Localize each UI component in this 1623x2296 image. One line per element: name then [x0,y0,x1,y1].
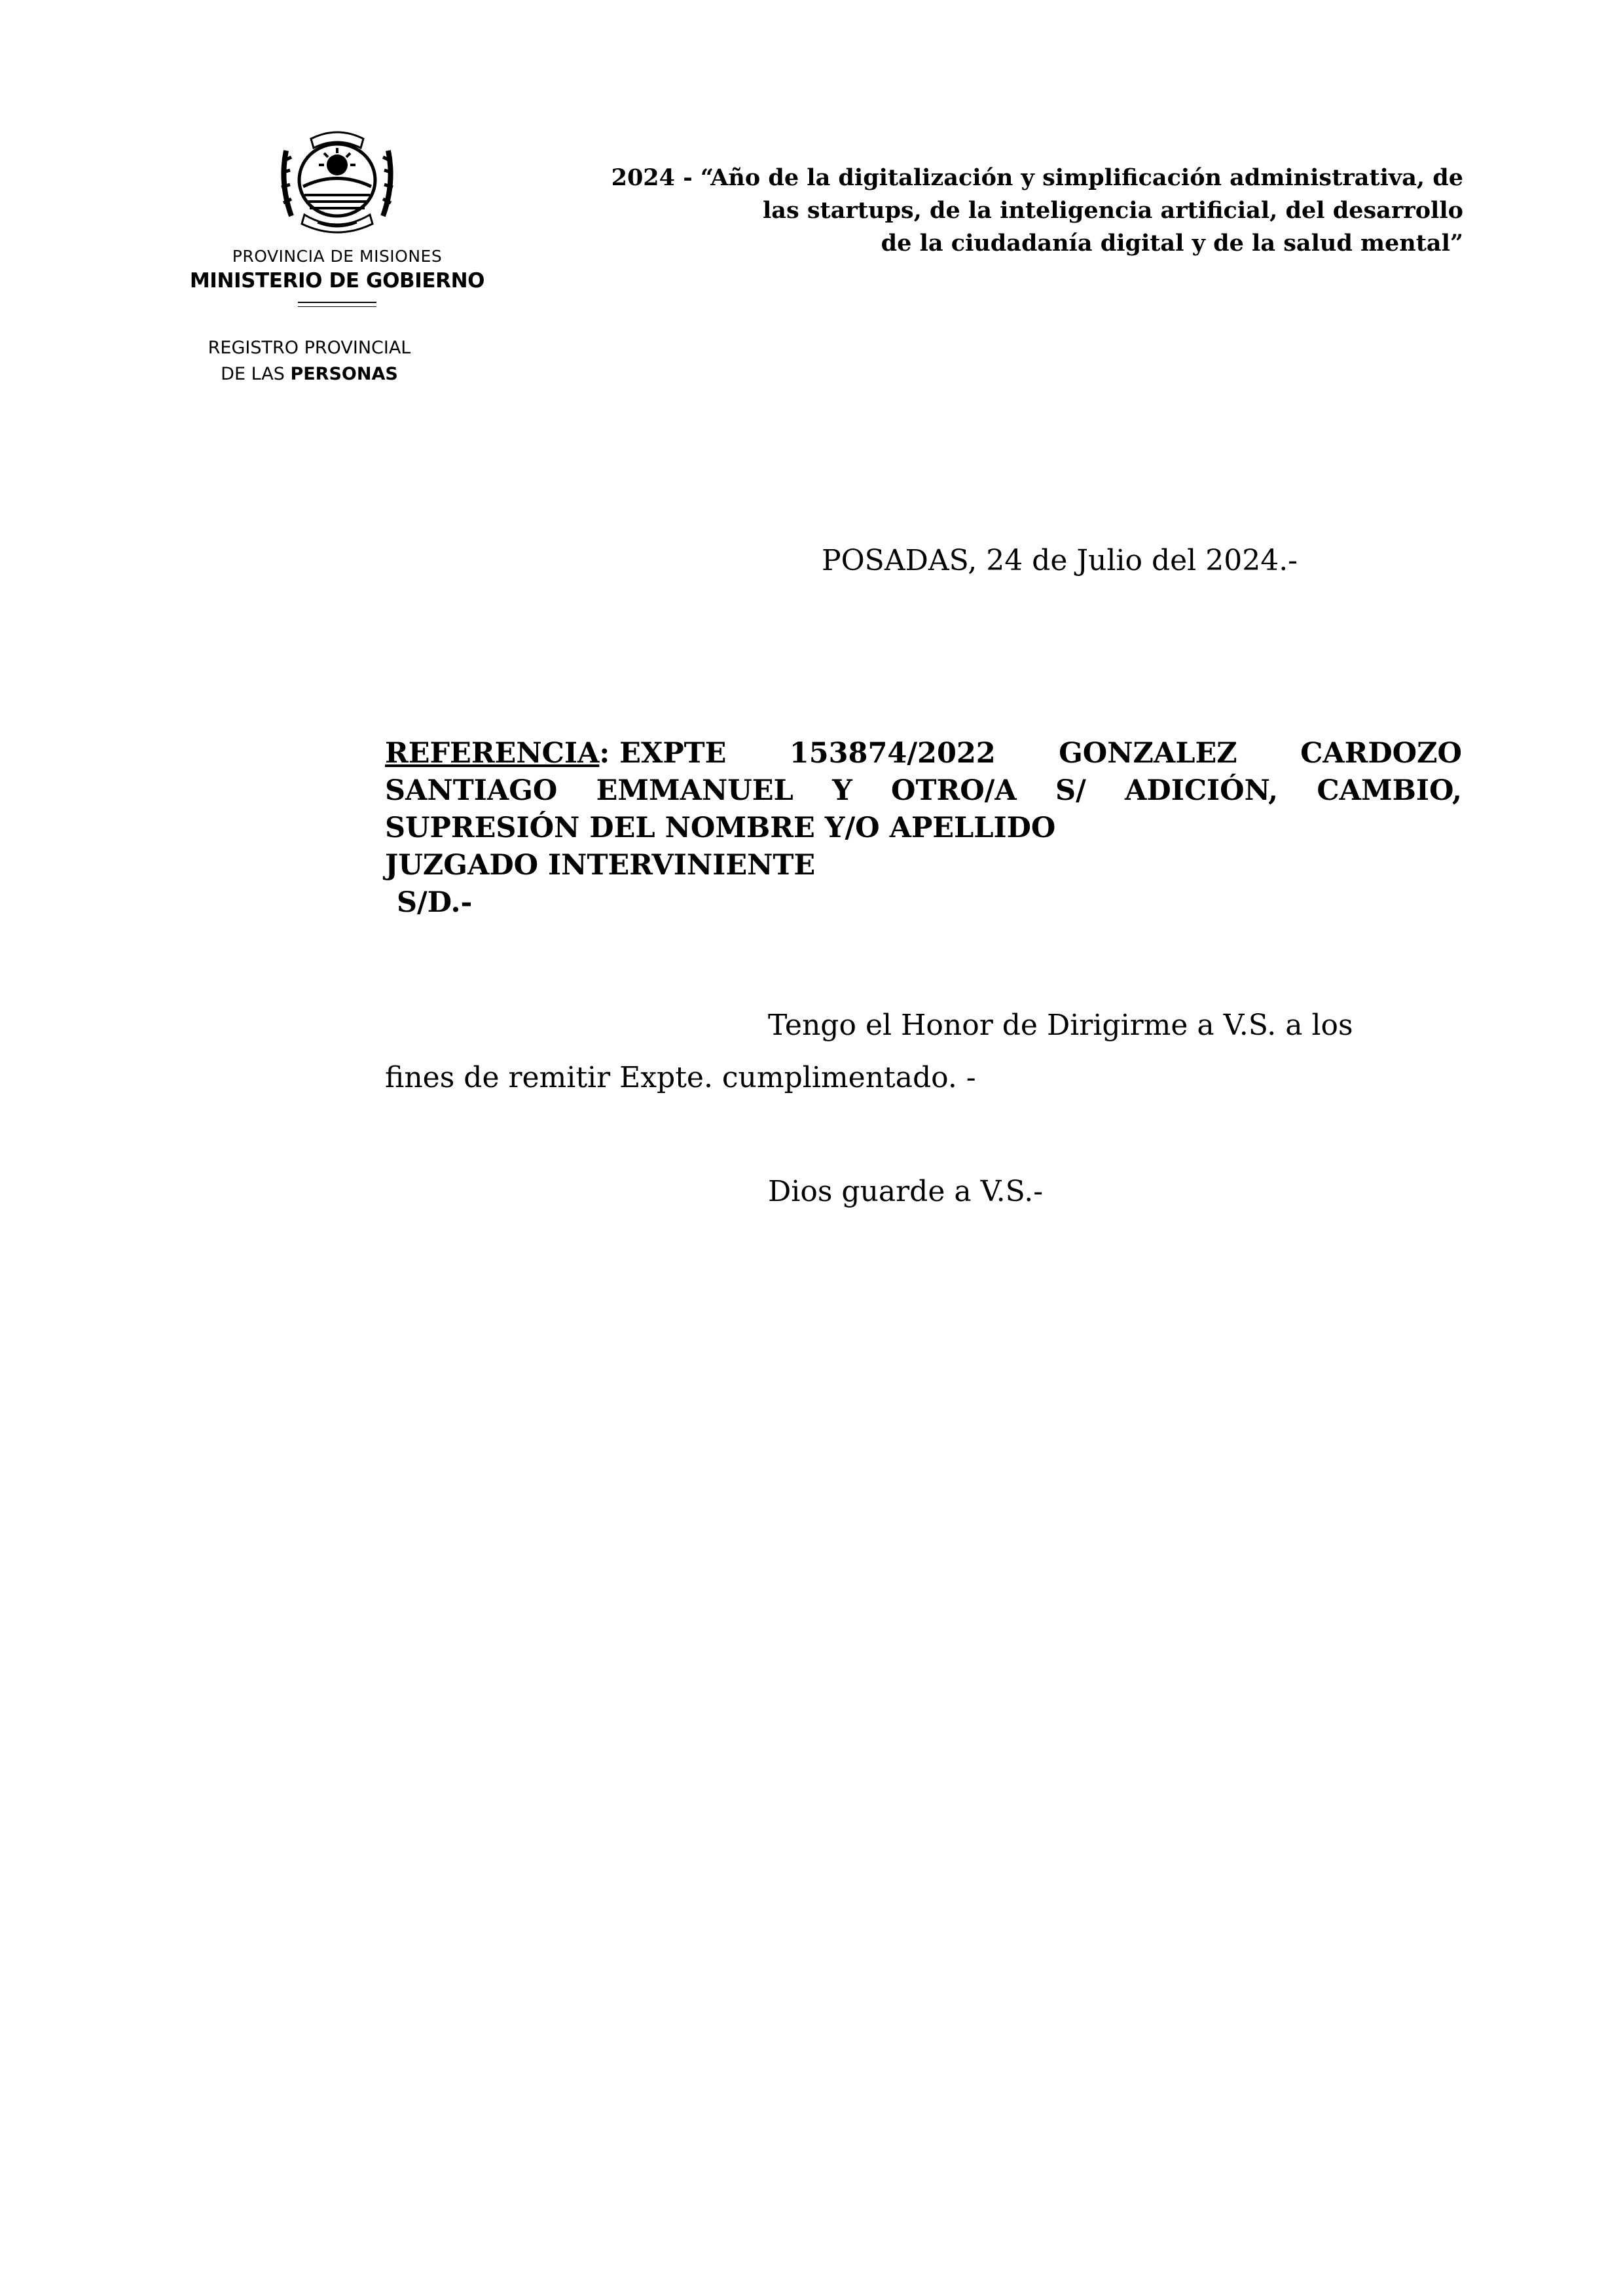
reference-word: : EXPTE [599,737,727,770]
motto-line-1: 2024 - “Año de la digitalización y simplificación administrativa, de [611,164,1463,191]
reference-line-2 [385,772,1462,810]
registry-block [196,335,422,387]
reference-line-1-start [385,735,726,772]
sd-line: S/D.- [397,886,473,919]
reference-word: CAMBIO, [1317,774,1462,807]
registry-line-2-bold: PERSONAS [290,364,398,384]
ministry-name: MINISTERIO DE GOBIERNO [189,269,485,293]
reference-word: Y [832,774,852,807]
reference-word: CARDOZO [1300,737,1462,770]
letterhead-divider [298,302,376,307]
paragraph-line-1: Tengo el Honor de Dirigirme a V.S. a los [768,1009,1353,1042]
date-line: POSADAS, 24 de Julio del 2024.- [822,544,1298,577]
reference-label: REFERENCIA [385,737,600,770]
reference-word: GONZALEZ [1059,737,1237,770]
body-paragraph [385,999,1459,1104]
reference-word: EMMANUEL [596,774,793,807]
registry-line-2 [196,361,422,387]
paragraph-line-2: fines de remitir Expte. cumplimentado. - [385,1061,976,1094]
reference-word: 153874/2022 [789,737,996,770]
registry-line-1: REGISTRO PROVINCIAL [208,338,411,358]
motto-line-2: las startups, de la inteligencia artificial, del desarrollo [762,197,1463,224]
reference-word: OTRO/A [891,774,1017,807]
reference-word: S/ [1055,774,1086,807]
year-motto [419,162,1463,260]
reference-block [385,735,1462,922]
motto-line-3: de la ciudadanía digital y de la salud mental” [881,230,1463,257]
closing-line: Dios guarde a V.S.- [768,1175,1044,1208]
reference-word: SANTIAGO [385,774,558,807]
reference-line-1 [385,735,1462,772]
registry-line-2-prefix: DE LAS [221,364,291,384]
reference-word: ADICIÓN, [1125,774,1279,807]
court-line: JUZGADO INTERVINIENTE [385,849,816,882]
provincial-seal-icon [272,124,403,239]
province-name: PROVINCIA DE MISIONES [232,247,443,266]
reference-line-3: SUPRESIÓN DEL NOMBRE Y/O APELLIDO [385,812,1056,844]
